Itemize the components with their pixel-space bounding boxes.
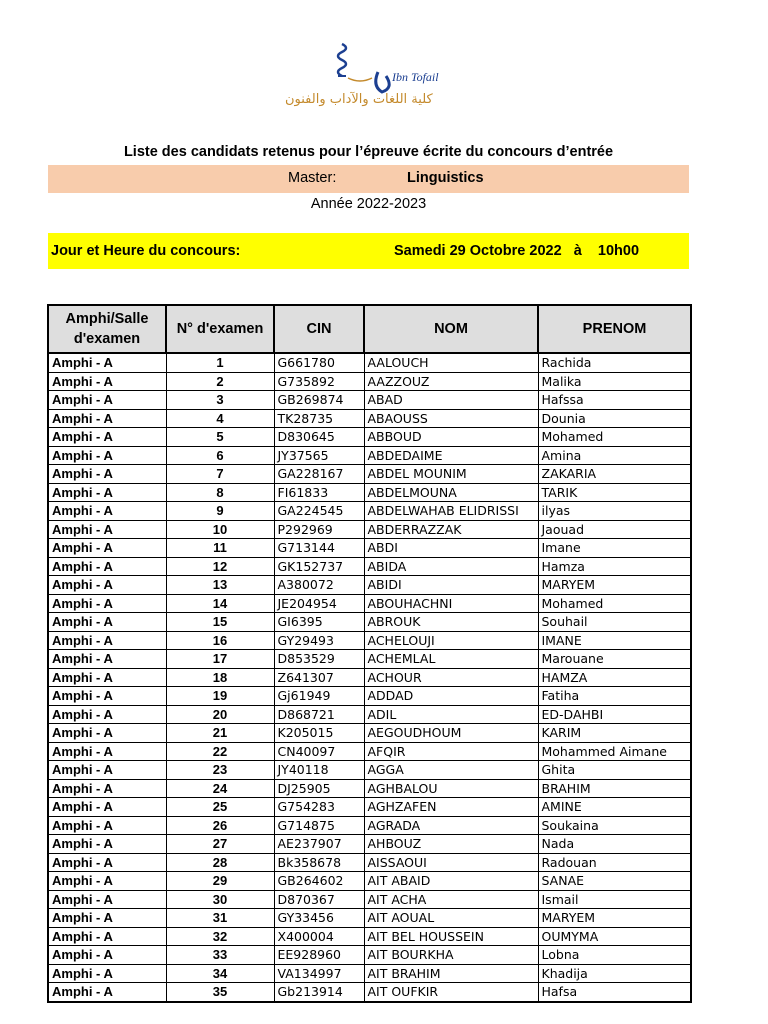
salle-cell: Amphi - A: [48, 520, 166, 539]
salle-cell: Amphi - A: [48, 465, 166, 484]
prenom-cell: Fatiha: [538, 687, 691, 706]
numero-cell: 7: [166, 465, 274, 484]
salle-cell: Amphi - A: [48, 613, 166, 632]
table-row: [48, 631, 691, 650]
salle-cell: Amphi - A: [48, 853, 166, 872]
nom-cell: AAZZOUZ: [364, 372, 538, 391]
prenom-cell: Souhail: [538, 613, 691, 632]
nom-cell: ABBOUD: [364, 428, 538, 447]
salle-cell: Amphi - A: [48, 835, 166, 854]
nom-cell: ACHOUR: [364, 668, 538, 687]
numero-cell: 9: [166, 502, 274, 521]
salle-cell: Amphi - A: [48, 372, 166, 391]
nom-cell: ADDAD: [364, 687, 538, 706]
numero-cell: 16: [166, 631, 274, 650]
nom-cell: AIT ACHA: [364, 890, 538, 909]
nom-cell: ABDEDAIME: [364, 446, 538, 465]
table-row: [48, 946, 691, 965]
prenom-cell: OUMYMA: [538, 927, 691, 946]
nom-cell: AGGA: [364, 761, 538, 780]
table-row: [48, 409, 691, 428]
cin-cell: AE237907: [274, 835, 364, 854]
nom-cell: ABDI: [364, 539, 538, 558]
cin-cell: D868721: [274, 705, 364, 724]
prenom-cell: Imane: [538, 539, 691, 558]
prenom-cell: ZAKARIA: [538, 465, 691, 484]
cin-cell: GB269874: [274, 391, 364, 410]
cin-cell: FI61833: [274, 483, 364, 502]
academic-year: Année 2022-2023: [310, 196, 427, 212]
salle-cell: Amphi - A: [48, 687, 166, 706]
salle-cell: Amphi - A: [48, 594, 166, 613]
numero-cell: 28: [166, 853, 274, 872]
nom-cell: ACHELOUJI: [364, 631, 538, 650]
numero-cell: 30: [166, 890, 274, 909]
nom-cell: ABOUHACHNI: [364, 594, 538, 613]
numero-cell: 32: [166, 927, 274, 946]
prenom-cell: MARYEM: [538, 909, 691, 928]
numero-cell: 1: [166, 353, 274, 372]
table-row: [48, 816, 691, 835]
salle-cell: Amphi - A: [48, 650, 166, 669]
numero-cell: 27: [166, 835, 274, 854]
salle-cell: Amphi - A: [48, 576, 166, 595]
salle-cell: Amphi - A: [48, 409, 166, 428]
nom-cell: AFQIR: [364, 742, 538, 761]
table-header-row: [48, 305, 691, 353]
cin-cell: EE928960: [274, 946, 364, 965]
nom-cell: ABDERRAZZAK: [364, 520, 538, 539]
table-row: [48, 909, 691, 928]
table-row: [48, 798, 691, 817]
prenom-cell: ED-DAHBI: [538, 705, 691, 724]
table-row: [48, 353, 691, 372]
nom-cell: AISSAOUI: [364, 853, 538, 872]
table-row: [48, 483, 691, 502]
salle-cell: Amphi - A: [48, 798, 166, 817]
numero-cell: 18: [166, 668, 274, 687]
salle-cell: Amphi - A: [48, 816, 166, 835]
numero-cell: 25: [166, 798, 274, 817]
cin-cell: Gj61949: [274, 687, 364, 706]
column-header-numero: N° d'examen: [166, 305, 274, 353]
cin-cell: TK28735: [274, 409, 364, 428]
numero-cell: 11: [166, 539, 274, 558]
salle-cell: Amphi - A: [48, 890, 166, 909]
table-row: [48, 687, 691, 706]
nom-cell: AIT OUFKIR: [364, 983, 538, 1002]
salle-cell: Amphi - A: [48, 446, 166, 465]
prenom-cell: Hafsa: [538, 983, 691, 1002]
numero-cell: 12: [166, 557, 274, 576]
salle-cell: Amphi - A: [48, 353, 166, 372]
nom-cell: ABAD: [364, 391, 538, 410]
table-row: [48, 465, 691, 484]
table-row: [48, 724, 691, 743]
table-row: [48, 983, 691, 1002]
table-row: [48, 428, 691, 447]
prenom-cell: IMANE: [538, 631, 691, 650]
numero-cell: 22: [166, 742, 274, 761]
column-header-salle: Amphi/Salle d'examen: [48, 305, 166, 353]
numero-cell: 15: [166, 613, 274, 632]
nom-cell: AEGOUDHOUM: [364, 724, 538, 743]
nom-cell: AHBOUZ: [364, 835, 538, 854]
numero-cell: 14: [166, 594, 274, 613]
prenom-cell: Malika: [538, 372, 691, 391]
nom-cell: ABROUK: [364, 613, 538, 632]
prenom-cell: Rachida: [538, 353, 691, 372]
exam-schedule-date: Samedi 29 Octobre 2022 à 10h00: [394, 243, 640, 259]
cin-cell: JE204954: [274, 594, 364, 613]
prenom-cell: Radouan: [538, 853, 691, 872]
prenom-cell: Ghita: [538, 761, 691, 780]
numero-cell: 29: [166, 872, 274, 891]
cin-cell: G754283: [274, 798, 364, 817]
salle-cell: Amphi - A: [48, 909, 166, 928]
table-row: [48, 835, 691, 854]
exam-schedule-label: Jour et Heure du concours:: [51, 243, 241, 259]
salle-cell: Amphi - A: [48, 779, 166, 798]
prenom-cell: MARYEM: [538, 576, 691, 595]
cin-cell: JY37565: [274, 446, 364, 465]
salle-cell: Amphi - A: [48, 742, 166, 761]
nom-cell: AIT AOUAL: [364, 909, 538, 928]
numero-cell: 5: [166, 428, 274, 447]
logo-arabic-text: كلية اللغات والآداب والفنون: [285, 92, 433, 107]
document-title: Liste des candidats retenus pour l’épreuve écrite du concours d’entrée: [123, 144, 614, 160]
salle-cell: Amphi - A: [48, 983, 166, 1002]
nom-cell: ABAOUSS: [364, 409, 538, 428]
numero-cell: 2: [166, 372, 274, 391]
table-row: [48, 705, 691, 724]
numero-cell: 21: [166, 724, 274, 743]
cin-cell: GY29493: [274, 631, 364, 650]
prenom-cell: Lobna: [538, 946, 691, 965]
prenom-cell: HAMZA: [538, 668, 691, 687]
table-row: [48, 520, 691, 539]
salle-cell: Amphi - A: [48, 539, 166, 558]
numero-cell: 26: [166, 816, 274, 835]
nom-cell: AIT BRAHIM: [364, 964, 538, 983]
salle-cell: Amphi - A: [48, 761, 166, 780]
prenom-cell: Ismail: [538, 890, 691, 909]
table-row: [48, 890, 691, 909]
table-row: [48, 668, 691, 687]
cin-cell: VA134997: [274, 964, 364, 983]
cin-cell: GB264602: [274, 872, 364, 891]
salle-cell: Amphi - A: [48, 872, 166, 891]
numero-cell: 3: [166, 391, 274, 410]
master-label: Master:: [288, 170, 337, 186]
cin-cell: G661780: [274, 353, 364, 372]
cin-cell: GI6395: [274, 613, 364, 632]
table-row: [48, 872, 691, 891]
prenom-cell: Marouane: [538, 650, 691, 669]
nom-cell: AALOUCH: [364, 353, 538, 372]
cin-cell: GA228167: [274, 465, 364, 484]
nom-cell: ABDELWAHAB ELIDRISSI: [364, 502, 538, 521]
cin-cell: P292969: [274, 520, 364, 539]
cin-cell: GK152737: [274, 557, 364, 576]
prenom-cell: Hamza: [538, 557, 691, 576]
table-row: [48, 576, 691, 595]
prenom-cell: Nada: [538, 835, 691, 854]
cin-cell: D870367: [274, 890, 364, 909]
cin-cell: G735892: [274, 372, 364, 391]
nom-cell: ABDELMOUNA: [364, 483, 538, 502]
cin-cell: G714875: [274, 816, 364, 835]
salle-cell: Amphi - A: [48, 502, 166, 521]
numero-cell: 13: [166, 576, 274, 595]
salle-cell: Amphi - A: [48, 668, 166, 687]
salle-cell: Amphi - A: [48, 483, 166, 502]
numero-cell: 35: [166, 983, 274, 1002]
nom-cell: AIT BEL HOUSSEIN: [364, 927, 538, 946]
table-row: [48, 594, 691, 613]
nom-cell: ABIDA: [364, 557, 538, 576]
prenom-cell: Mohammed Aimane: [538, 742, 691, 761]
numero-cell: 8: [166, 483, 274, 502]
prenom-cell: BRAHIM: [538, 779, 691, 798]
prenom-cell: TARIK: [538, 483, 691, 502]
salle-cell: Amphi - A: [48, 946, 166, 965]
table-row: [48, 779, 691, 798]
table-row: [48, 446, 691, 465]
table-row: [48, 613, 691, 632]
prenom-cell: KARIM: [538, 724, 691, 743]
master-banner: [48, 165, 689, 193]
salle-cell: Amphi - A: [48, 705, 166, 724]
prenom-cell: Mohamed: [538, 428, 691, 447]
cin-cell: K205015: [274, 724, 364, 743]
cin-cell: Gb213914: [274, 983, 364, 1002]
prenom-cell: Hafssa: [538, 391, 691, 410]
table-row: [48, 372, 691, 391]
nom-cell: AIT BOURKHA: [364, 946, 538, 965]
cin-cell: Z641307: [274, 668, 364, 687]
numero-cell: 23: [166, 761, 274, 780]
numero-cell: 31: [166, 909, 274, 928]
cin-cell: D853529: [274, 650, 364, 669]
cin-cell: D830645: [274, 428, 364, 447]
logo-latin-text: Ibn Tofail: [392, 70, 439, 84]
salle-cell: Amphi - A: [48, 964, 166, 983]
prenom-cell: SANAE: [538, 872, 691, 891]
table-row: [48, 964, 691, 983]
nom-cell: AGRADA: [364, 816, 538, 835]
salle-cell: Amphi - A: [48, 631, 166, 650]
numero-cell: 19: [166, 687, 274, 706]
cin-cell: G713144: [274, 539, 364, 558]
cin-cell: X400004: [274, 927, 364, 946]
salle-cell: Amphi - A: [48, 428, 166, 447]
prenom-cell: ilyas: [538, 502, 691, 521]
numero-cell: 24: [166, 779, 274, 798]
cin-cell: DJ25905: [274, 779, 364, 798]
column-header-prenom: PRENOM: [538, 305, 691, 353]
nom-cell: ADIL: [364, 705, 538, 724]
table-row: [48, 761, 691, 780]
salle-cell: Amphi - A: [48, 724, 166, 743]
column-header-nom: NOM: [364, 305, 538, 353]
numero-cell: 17: [166, 650, 274, 669]
table-row: [48, 391, 691, 410]
prenom-cell: Amina: [538, 446, 691, 465]
candidates-table: [47, 304, 692, 1003]
prenom-cell: Mohamed: [538, 594, 691, 613]
master-value: Linguistics: [407, 170, 484, 186]
salle-cell: Amphi - A: [48, 557, 166, 576]
table-row: [48, 650, 691, 669]
prenom-cell: Soukaina: [538, 816, 691, 835]
table-body: [48, 353, 691, 1002]
cin-cell: CN40097: [274, 742, 364, 761]
nom-cell: AGHBALOU: [364, 779, 538, 798]
nom-cell: ABDEL MOUNIM: [364, 465, 538, 484]
prenom-cell: Dounia: [538, 409, 691, 428]
cin-cell: A380072: [274, 576, 364, 595]
table-row: [48, 539, 691, 558]
table-row: [48, 502, 691, 521]
salle-cell: Amphi - A: [48, 391, 166, 410]
numero-cell: 10: [166, 520, 274, 539]
prenom-cell: Jaouad: [538, 520, 691, 539]
cin-cell: GA224545: [274, 502, 364, 521]
salle-cell: Amphi - A: [48, 927, 166, 946]
nom-cell: ACHEMLAL: [364, 650, 538, 669]
exam-schedule-banner: [48, 233, 689, 269]
table-row: [48, 557, 691, 576]
numero-cell: 6: [166, 446, 274, 465]
prenom-cell: AMINE: [538, 798, 691, 817]
table-row: [48, 742, 691, 761]
nom-cell: ABIDI: [364, 576, 538, 595]
table-row: [48, 853, 691, 872]
nom-cell: AIT ABAID: [364, 872, 538, 891]
table-row: [48, 927, 691, 946]
column-header-cin: CIN: [274, 305, 364, 353]
prenom-cell: Khadija: [538, 964, 691, 983]
numero-cell: 33: [166, 946, 274, 965]
nom-cell: AGHZAFEN: [364, 798, 538, 817]
numero-cell: 4: [166, 409, 274, 428]
cin-cell: GY33456: [274, 909, 364, 928]
numero-cell: 20: [166, 705, 274, 724]
cin-cell: JY40118: [274, 761, 364, 780]
numero-cell: 34: [166, 964, 274, 983]
cin-cell: Bk358678: [274, 853, 364, 872]
